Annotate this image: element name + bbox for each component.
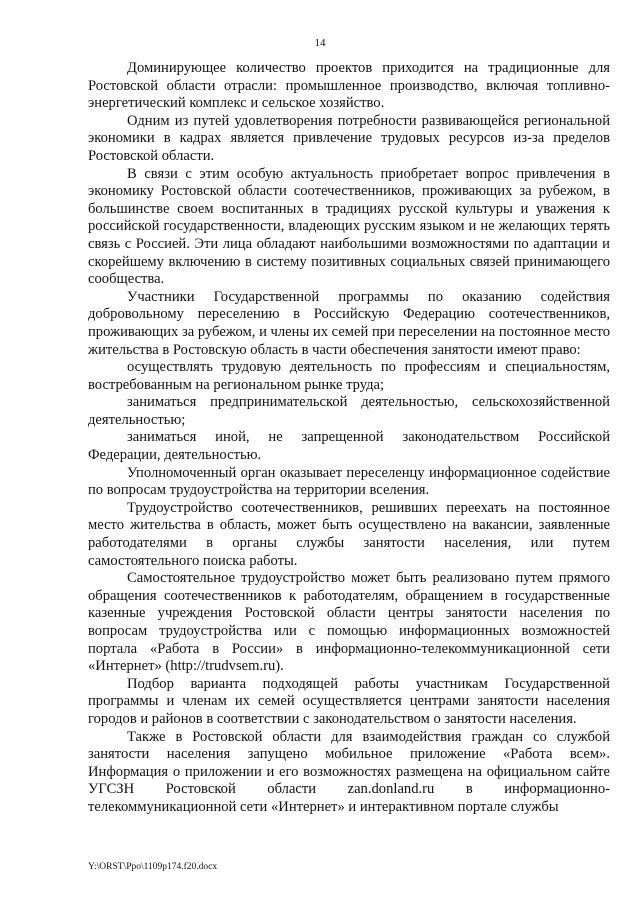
- paragraph: осуществлять трудовую деятельность по профессиям и специальностям, востребованным на региональном рынке труда;: [88, 359, 610, 393]
- paragraph: Самостоятельное трудоустройство может быть реализовано путем прямого обращения соотечественников к работодателям, обращением в государственные казенные учреждения Ростовской области центры занятости населения по вопросам трудоустройства или с помощью информационных возможностей портала «Работа в России» в информационно-телекоммуникационной сети «Интернет» (http://trudvsem.ru).: [88, 570, 610, 675]
- paragraph: Также в Ростовской области для взаимодействия граждан со службой занятости населения запущено мобильное приложение «Работа всем». Информация о приложении и его возможностях размещена на официальном сайте УГСЗН Ростовской области zan.donland.ru в информационно-телекоммуникационной сети «Интернет» и интерактивном портале службы: [88, 728, 610, 815]
- paragraph: Одним из путей удовлетворения потребности развивающейся региональной экономики в кадрах является привлечение трудовых ресурсов из-за пределов Ростовской области.: [88, 112, 610, 164]
- paragraph: Уполномоченный орган оказывает переселенцу информационное содействие по вопросам трудоустройства на территории вселения.: [88, 464, 610, 499]
- paragraph: заниматься предпринимательской деятельностью, сельскохозяйственной деятельностью;: [88, 394, 610, 428]
- paragraph: В связи с этим особую актуальность приобретает вопрос привлечения в экономику Ростовской области соотечественников, проживающих за рубежом, в большинстве своем воспитанных в традициях русской культуры и уважения к российской государственности, владеющих русским языком и не желающих терять связь с Россией. Эти лица обладают наибольшими возможностями по адаптации и скорейшему включению в систему позитивных социальных связей принимающего сообщества.: [88, 165, 610, 288]
- paragraph: Доминирующее количество проектов приходится на традиционные для Ростовской области отрасли: промышленное производство, включая топливно-энергетический комплекс и сельское хозяйство.: [88, 60, 610, 112]
- page-number: 14: [314, 37, 326, 49]
- paragraph: Трудоустройство соотечественников, решивших переехать на постоянное место жительства в область, может быть осуществлено на вакансии, заявленные работодателями в органы службы занятости населения, или путем самостоятельного поиска работы.: [88, 499, 610, 569]
- document-body: [88, 60, 610, 817]
- paragraph: Участники Государственной программы по оказанию содействия добровольному переселению в Российскую Федерацию соотечественников, проживающих за рубежом, и члены их семей при переселении на постоянное место жительства в Ростовскую область в части обеспечения занятости имеют право:: [88, 288, 610, 358]
- paragraph: заниматься иной, не запрещенной законодательством Российской Федерации, деятельностью.: [88, 429, 610, 464]
- paragraph: Подбор варианта подходящей работы участникам Государственной программы и членам их семей осуществляется центрами занятости населения городов и районов в соответствии с законодательством о занятости населения.: [88, 675, 610, 727]
- footer-file-path: Y:\ORST\Ppo\1109p174.f20.docx: [88, 862, 218, 872]
